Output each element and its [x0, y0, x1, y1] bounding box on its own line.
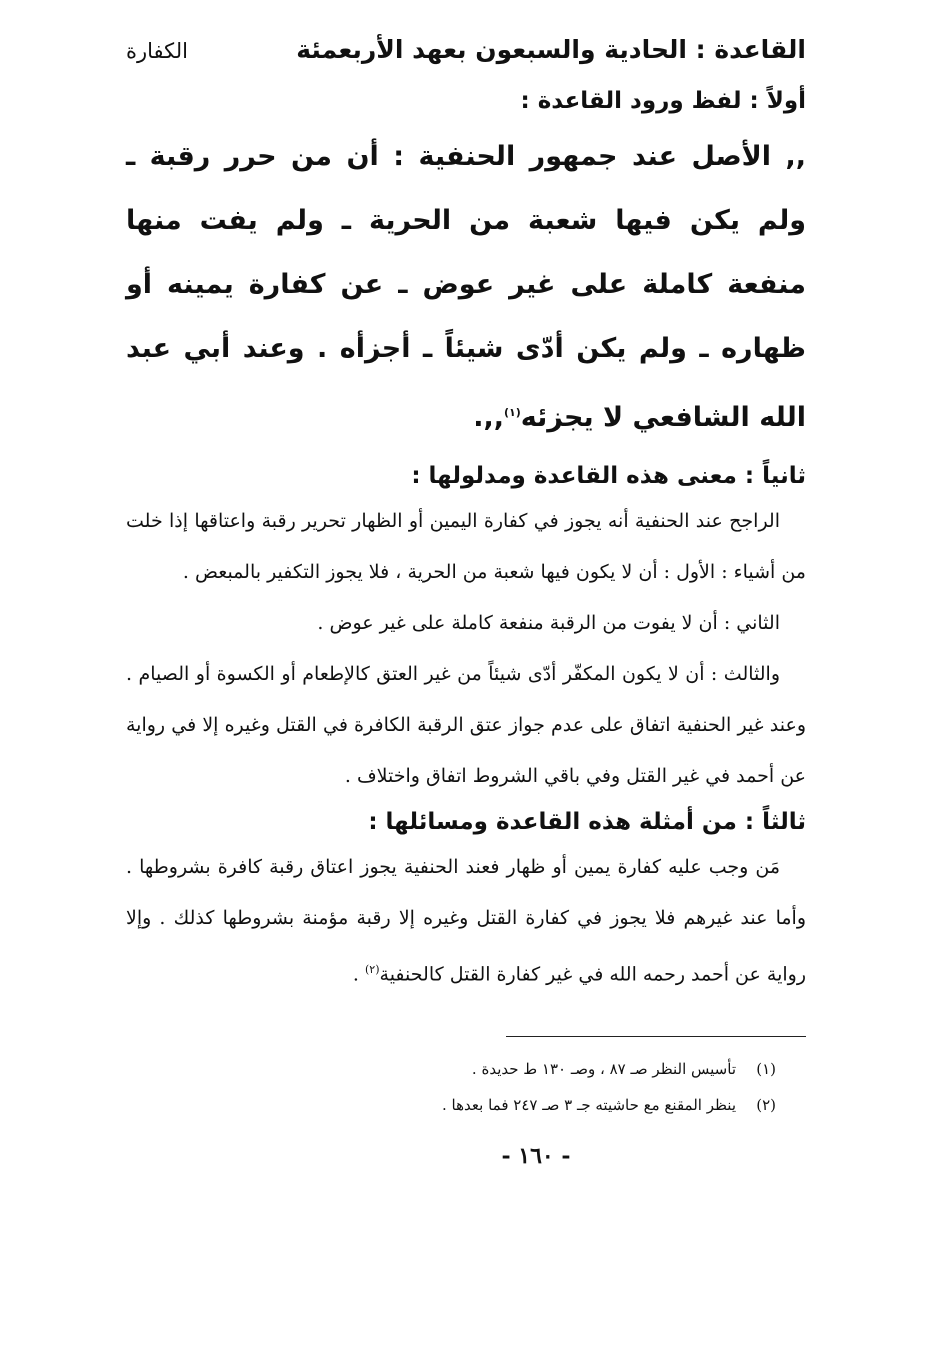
- footnote-ref-1[interactable]: (١): [503, 406, 521, 419]
- footnote-divider: [506, 1036, 806, 1037]
- heading-text-of-rule: أولاً : لفظ ورود القاعدة :: [520, 88, 806, 114]
- section-name: الكفارة: [126, 39, 188, 63]
- rule-quote: [126, 125, 806, 450]
- footnote-text: ينظر المقنع مع حاشيته جـ ٣ صـ ٢٤٧ فما بعدها .: [442, 1096, 736, 1115]
- rule-title: القاعدة : الحادية والسبعون بعهد الأربعمئة: [296, 35, 806, 64]
- page-number: - ١٦٠ -: [501, 1143, 571, 1170]
- footnote-number: (١): [756, 1060, 776, 1079]
- paragraph-meaning-1: الراجح عند الحنفية أنه يجوز في كفارة اليمين أو الظهار تحرير رقبة واعتاقها إذا خلت من أشياء : الأول : أن لا يكون فيها شعبة من الحرية ، فلا يجوز التكفير بالمبعض .: [126, 510, 806, 583]
- document-page: [126, 28, 806, 1169]
- footnote-number: (٢): [756, 1096, 776, 1115]
- heading-meaning: ثانياً : معنى هذه القاعدة ومدلولها :: [411, 463, 806, 489]
- page-header: [126, 28, 806, 73]
- heading-examples: ثالثاً : من أمثلة هذه القاعدة ومسائلها :: [368, 809, 806, 835]
- footnote-text: تأسيس النظر صـ ٨٧ ، وصـ ١٣٠ ط حديدة .: [471, 1060, 736, 1079]
- footnote-2: [126, 1087, 806, 1123]
- quote-end: ,,.: [473, 402, 504, 433]
- paragraph-meaning-3: والثالث : أن لا يكون المكفّر أدّى شيئاً من غير العتق كالإطعام أو الكسوة أو الصيام . وعند غير الحنفية اتفاق على عدم جواز عتق الرقبة الكافرة في القتل وغيره إلا في رواية عن أحمد في غير القتل وفي باقي الشروط اتفاق واختلاف .: [126, 663, 806, 787]
- footnote-1: [126, 1051, 806, 1087]
- example-end: .: [352, 963, 365, 986]
- footnote-ref-2[interactable]: (٢): [365, 963, 380, 976]
- paragraph-example: [126, 842, 806, 1000]
- example-text: مَن وجب عليه كفارة يمين أو ظهار فعند الحنفية يجوز اعتاق رقبة كافرة بشروطها . وأما عند غيرهم فلا يجوز في كفارة القتل وغيره إلا رقبة مؤمنة بشروطها كذلك . وإلا رواية عن أحمد رحمه الله في غير كفارة القتل كالحنفية: [126, 856, 806, 986]
- paragraph-meaning-2: الثاني : أن لا يفوت من الرقبة منفعة كاملة على غير عوض .: [317, 612, 780, 634]
- quote-text: ,, الأصل عند جمهور الحنفية : أن من حرر رقبة ـ ولم يكن فيها شعبة من الحرية ـ ولم يفت منها منفعة كاملة على غير عوض ـ عن كفارة يمينه أو ظهاره ـ ولم يكن أدّى شيئاً ـ أجزأه . وعند أبي عبد الله الشافعي لا يجزئه: [126, 141, 806, 433]
